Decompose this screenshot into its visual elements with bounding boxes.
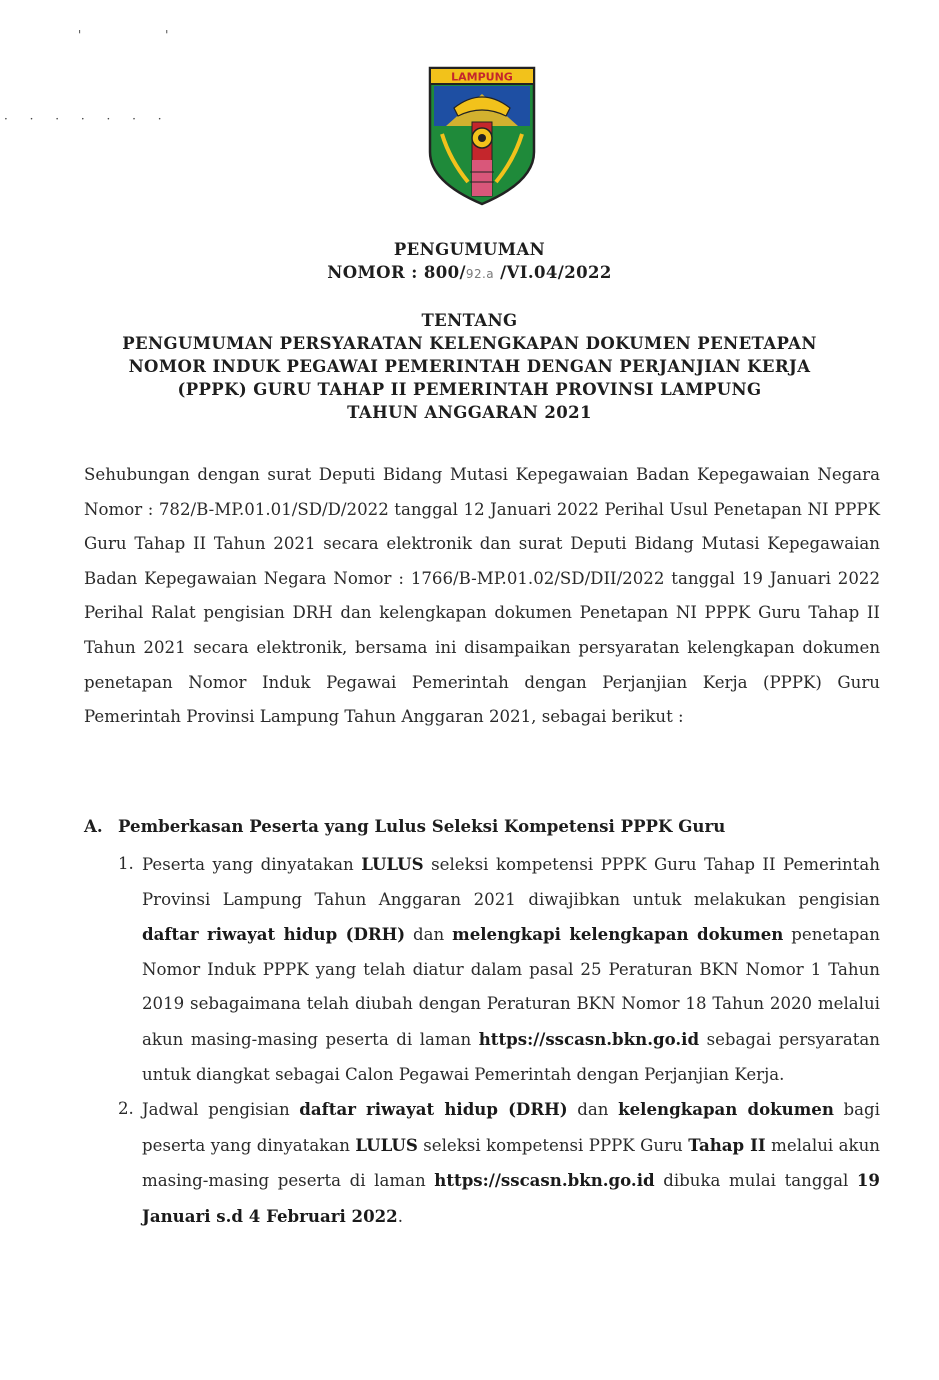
subject-line: TAHUN ANGGARAN 2021 <box>347 403 592 422</box>
item-bold: daftar riwayat hidup (DRH) <box>299 1099 568 1120</box>
item-text: dibuka mulai tanggal <box>654 1171 857 1191</box>
item-text: . <box>397 1206 404 1226</box>
sscasn-link-text: https://sscasn.bkn.go.id <box>478 1028 700 1049</box>
subject-block <box>0 309 939 424</box>
item-number: 1. <box>118 854 134 873</box>
item-bold: LULUS <box>355 1134 418 1155</box>
item-text: dan <box>405 925 453 945</box>
subject-line: (PPPK) GURU TAHAP II PEMERINTAH PROVINSI LAMPUNG <box>177 380 762 399</box>
item-text: melalui akun masing-masing peserta di laman <box>142 1135 880 1191</box>
item-text: Jadwal pengisian <box>142 1100 300 1120</box>
nomor-suffix: /VI.04/2022 <box>500 263 612 282</box>
item-bold: melengkapi kelengkapan dokumen <box>452 924 784 945</box>
handwritten-number: 92.a <box>465 267 494 281</box>
item-bold: kelengkapan dokumen <box>618 1099 834 1120</box>
sscasn-link-text: https://sscasn.bkn.go.id <box>434 1170 655 1191</box>
schedule-dates: 19 Januari s.d 4 Februari 2022 <box>142 1170 880 1226</box>
logo-text: LAMPUNG <box>451 70 513 84</box>
item-text: seleksi kompetensi PPPK Guru <box>417 1135 689 1155</box>
lampung-emblem-icon <box>426 64 538 206</box>
item-text: penetapan Nomor Induk PPPK yang telah diatur dalam pasal 25 Peraturan BKN Nomor 1 Tahun 2019 sebagaimana telah diubah dengan Peraturan BKN Nomor 18 Tahun 2020 melalui akun masing-masing peserta di laman <box>142 925 880 1049</box>
subject-line: NOMOR INDUK PEGAWAI PEMERINTAH DENGAN PERJANJIAN KERJA <box>128 357 811 376</box>
list-item <box>118 1092 880 1234</box>
section-a-heading <box>84 816 725 836</box>
document-number <box>0 261 939 286</box>
item-text: Peserta yang dinyatakan <box>142 855 362 874</box>
section-title: Pemberkasan Peserta yang Lulus Seleksi Kompetensi PPPK Guru <box>118 816 726 836</box>
subject-line: PENGUMUMAN PERSYARATAN KELENGKAPAN DOKUMEN PENETAPAN <box>122 334 817 353</box>
item-number: 2. <box>118 1099 134 1119</box>
requirements-list <box>118 847 880 1235</box>
intro-text: Sehubungan dengan surat Deputi Bidang Mutasi Kepegawaian Badan Kepegawaian Negara Nomor : 782/B-MP.01.01/SD/D/2022 tanggal 12 Januari 2022 Perihal Usul Penetapan NI PPPK Guru Tahap II Tahun 2021 secara elektronik dan surat Deputi Bidang Mutasi Kepegawaian Badan Kepegawaian Negara Nomor : 1766/B-MP.01.02/SD/DII/2022 tanggal 19 Januari 2022 Perihal Ralat pengisian DRH dan kelengkapan dokumen Penetapan NI PPPK Guru Tahap II Tahun 2021 secara elektronik, bersama ini disampaikan persyaratan kelengkapan dokumen penetapan Nomor Induk Pegawai Pemerintah dengan Perjanjian Kerja (PPPK) Guru Pemerintah Provinsi Lampung Tahun Anggaran 2021, sebagai berikut : <box>84 465 880 727</box>
item-bold: LULUS <box>361 854 424 874</box>
tentang-label: TENTANG <box>421 311 518 330</box>
section-letter: A. <box>84 816 103 836</box>
item-text: sebagai persyaratan untuk diangkat sebagai Calon Pegawai Pemerintah dengan Perjanjian Kerja. <box>142 1029 880 1084</box>
item-text: seleksi kompetensi PPPK Guru Tahap II Pemerintah Provinsi Lampung Tahun Anggaran 2021 diwajibkan untuk melakukan pengisian <box>142 855 880 909</box>
item-text: bagi peserta yang dinyatakan <box>142 1100 880 1155</box>
item-bold: Tahap II <box>688 1134 766 1155</box>
announcement-header <box>0 238 939 286</box>
item-text: dan <box>567 1100 619 1120</box>
list-item <box>118 847 880 1092</box>
document-title: PENGUMUMAN <box>393 240 546 259</box>
intro-paragraph <box>84 458 880 735</box>
nomor-prefix: NOMOR : 800/ <box>327 263 466 282</box>
scan-speck: · · · · · · · <box>4 112 171 126</box>
scan-speck: ' ' <box>78 28 209 42</box>
item-bold: daftar riwayat hidup (DRH) <box>142 924 406 945</box>
